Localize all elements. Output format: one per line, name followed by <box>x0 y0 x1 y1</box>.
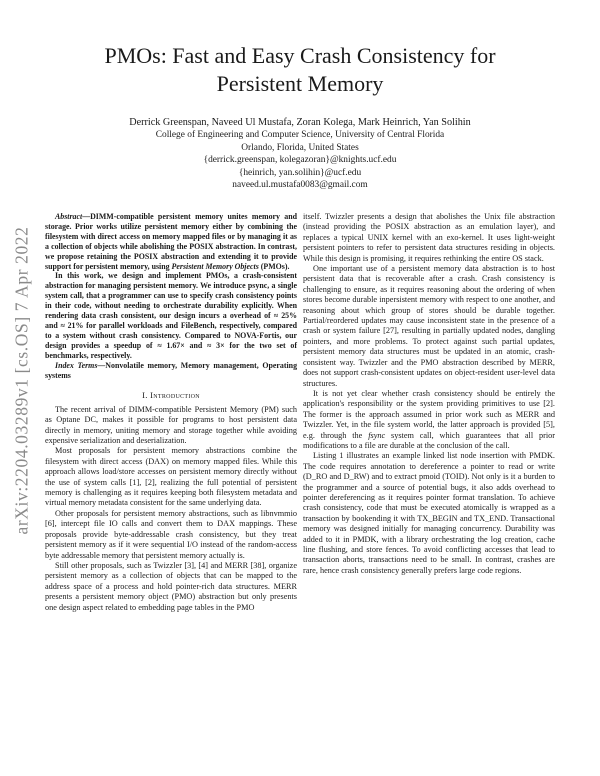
abstract-p1-emphasis: Persistent Memory Objects <box>171 261 259 271</box>
abstract-lead: Abstract <box>55 212 83 221</box>
right-paragraph-1: itself. Twizzler presents a design that abolishes the Unix file abstraction (instead providing the POSIX abstraction as an emulation layer), and replaces a typical UNIX kernel with an exo-kernel. It uses light-weight persistent pointers to refer to persistent data structures residing in objects. While this design is promising, it requires rethinking the entire OS stack. <box>303 212 555 263</box>
right-column <box>303 212 555 576</box>
right-paragraph-2: One important use of a persistent memory data abstraction is to host persistent data that is recoverable after a crash. Crash consistency is challenging to ensure, as it requires reasoning about the ordering of when stores become durable inpersistent memory with respect to one another, and reasoning about which group of stores should be durable together. Partial/reordered updates may cause inconsistent state in the presence of a crash or system failure [27], resulting in partially updated nodes, dangling pointers, and more problems. To protect against such partial updates, persistent memory data structures must be updated in an atomic, crash-consistent way. Twizzler and the PMO abstraction described by MERR, does not support crash-consistent updates on object-resident user-level data structures. <box>303 264 555 388</box>
paper-title: PMOs: Fast and Easy Crash Consistency for Persistent Memory <box>104 43 496 96</box>
intro-paragraph-3: Other proposals for persistent memory abstractions, such as libnvmmio [6], intercept file IO calls and convert them to DAX mappings. These proposals provide byte-addressable crash consistency, but they treat persistent memory as if it were sequential I/O instead of the random-access byte addressable memory that persistent memory actually is. <box>45 508 297 560</box>
right-p3-text-b: system call, which guarantees that all prior modifications to a file are durable at the conclusion of the call. <box>303 430 555 450</box>
right-paragraph-3 <box>303 389 555 451</box>
author-location: Orlando, Florida, United States <box>241 142 359 153</box>
author-email-3[interactable]: naveed.ul.mustafa0083@gmail.com <box>232 180 368 191</box>
abstract <box>45 212 297 361</box>
intro-paragraph-2: Most proposals for persistent memory abstractions combine the filesystem with direct access (DAX) on memory mapped files. While this approach allows load/store accesses on persistent memory directly without the use of system calls [1], [2], realizing the full potential of persistent memory is challenging as it requires keeping both filesystem metadata and virtual memory metadata consistent for the same underlying data. <box>45 446 297 508</box>
intro-paragraph-4: Still other proposals, such as Twizzler [3], [4] and MERR [38], organize persistent memory as a collection of objects that can be mapped to the address space of a process and hold pointer-rich data structures. MERR presents a persistent memory object (PMO) abstraction but only presents one design aspect related to embedding page tables in the PMO <box>45 560 297 612</box>
arxiv-identifier-text: arXiv:2204.03289v1 [cs.OS] 7 Apr 2022 <box>11 225 32 535</box>
right-p3-text-a: It is not yet clear whether crash consistency should be entirely the application's responsibility or the system providing primitives to use [2]. The former is the approach assumed in prior work such as MERR and Twizzler. Yet, in the file system world, the latter approach is provided [5], e.g. through the <box>303 388 555 440</box>
index-terms-lead: Index Terms <box>55 360 98 370</box>
abstract-p1-text-a: —DIMM-compatible persistent memory unites memory and storage. Prior works utilize persistent memory either by combining the filesystem with direct access on memory mapped files or by managing it as a collection of objects while abolishing the POSIX abstraction. In contrast, we propose retaining the POSIX abstraction and extending it to provide support for persistent memory, using <box>45 212 297 271</box>
author-email-2[interactable]: {heinrich, yan.solihin}@ucf.edu <box>238 167 362 178</box>
section-heading-introduction: I. Introduction <box>142 390 200 401</box>
abstract-paragraph-2: In this work, we design and implement PMOs, a crash-consistent abstraction for managing persistent memory. We introduce psync, a single system call, that a programmer can use to specify crash consistency points in their code, without needing to orchestrate durability explicitly. When rendering data crash consistent, our design incurs a overhead of ≈ 25% and ≈ 21% for parallel workloads and FileBench, respectively, compared to a system without crash consistency. Compared to NOVA-Fortis, our design provides a speedup of ≈ 1.67× and ≈ 3× for the two set of benchmarks, respectively. <box>45 271 297 360</box>
right-paragraph-4: Listing 1 illustrates an example linked list node insertion with PMDK. The code requires annotation to dereference a pointer to read or write (D_RO and D_RW) and to extract pmoid (TOID). Not only is it a burden to the programmer and a source of potential bugs, it also adds overhead to pointer dereferencing as it requires pointer format translation. To achieve crash consistency, code that must be executed atomically is wrapped as a transaction by bookending it with TX_BEGIN and TX_END. Transactional memory was designed initially for managing concurrency. Durability was added to it in PMDK, with a library orchestrating the log creation, cache line flushing, and store fences. To avoid conflicting accesses that lead to transaction aborts, transactions need to be small. In contrast, crashes are rare, hence crash consistency generally prefers large code regions. <box>303 451 555 575</box>
author-affiliation: College of Engineering and Computer Science, University of Central Florida <box>155 130 445 140</box>
author-email-1[interactable]: {derrick.greenspan, kolegazoran}@knights.ucf.edu <box>203 155 397 166</box>
author-block <box>60 116 540 192</box>
index-terms <box>45 361 297 381</box>
arxiv-identifier-stamp[interactable] <box>10 185 34 575</box>
right-p3-emphasis: fsync <box>368 430 386 440</box>
left-column <box>45 212 297 613</box>
abstract-p1-text-b: (PMOs). <box>258 261 290 271</box>
abstract-paragraph-1 <box>45 212 297 271</box>
intro-paragraph-1: The recent arrival of DIMM-compatible Persistent Memory (PM) such as Optane DC, makes it possible for programs to host persistent data directly in memory, uniting memory and storage together while avoiding expensive serialization and deserialization. <box>45 404 297 446</box>
author-names: Derrick Greenspan, Naveed Ul Mustafa, Zoran Kolega, Mark Heinrich, Yan Solihin <box>129 117 471 128</box>
index-terms-text: —Nonvolatile memory, Memory management, Operating systems <box>45 360 298 380</box>
